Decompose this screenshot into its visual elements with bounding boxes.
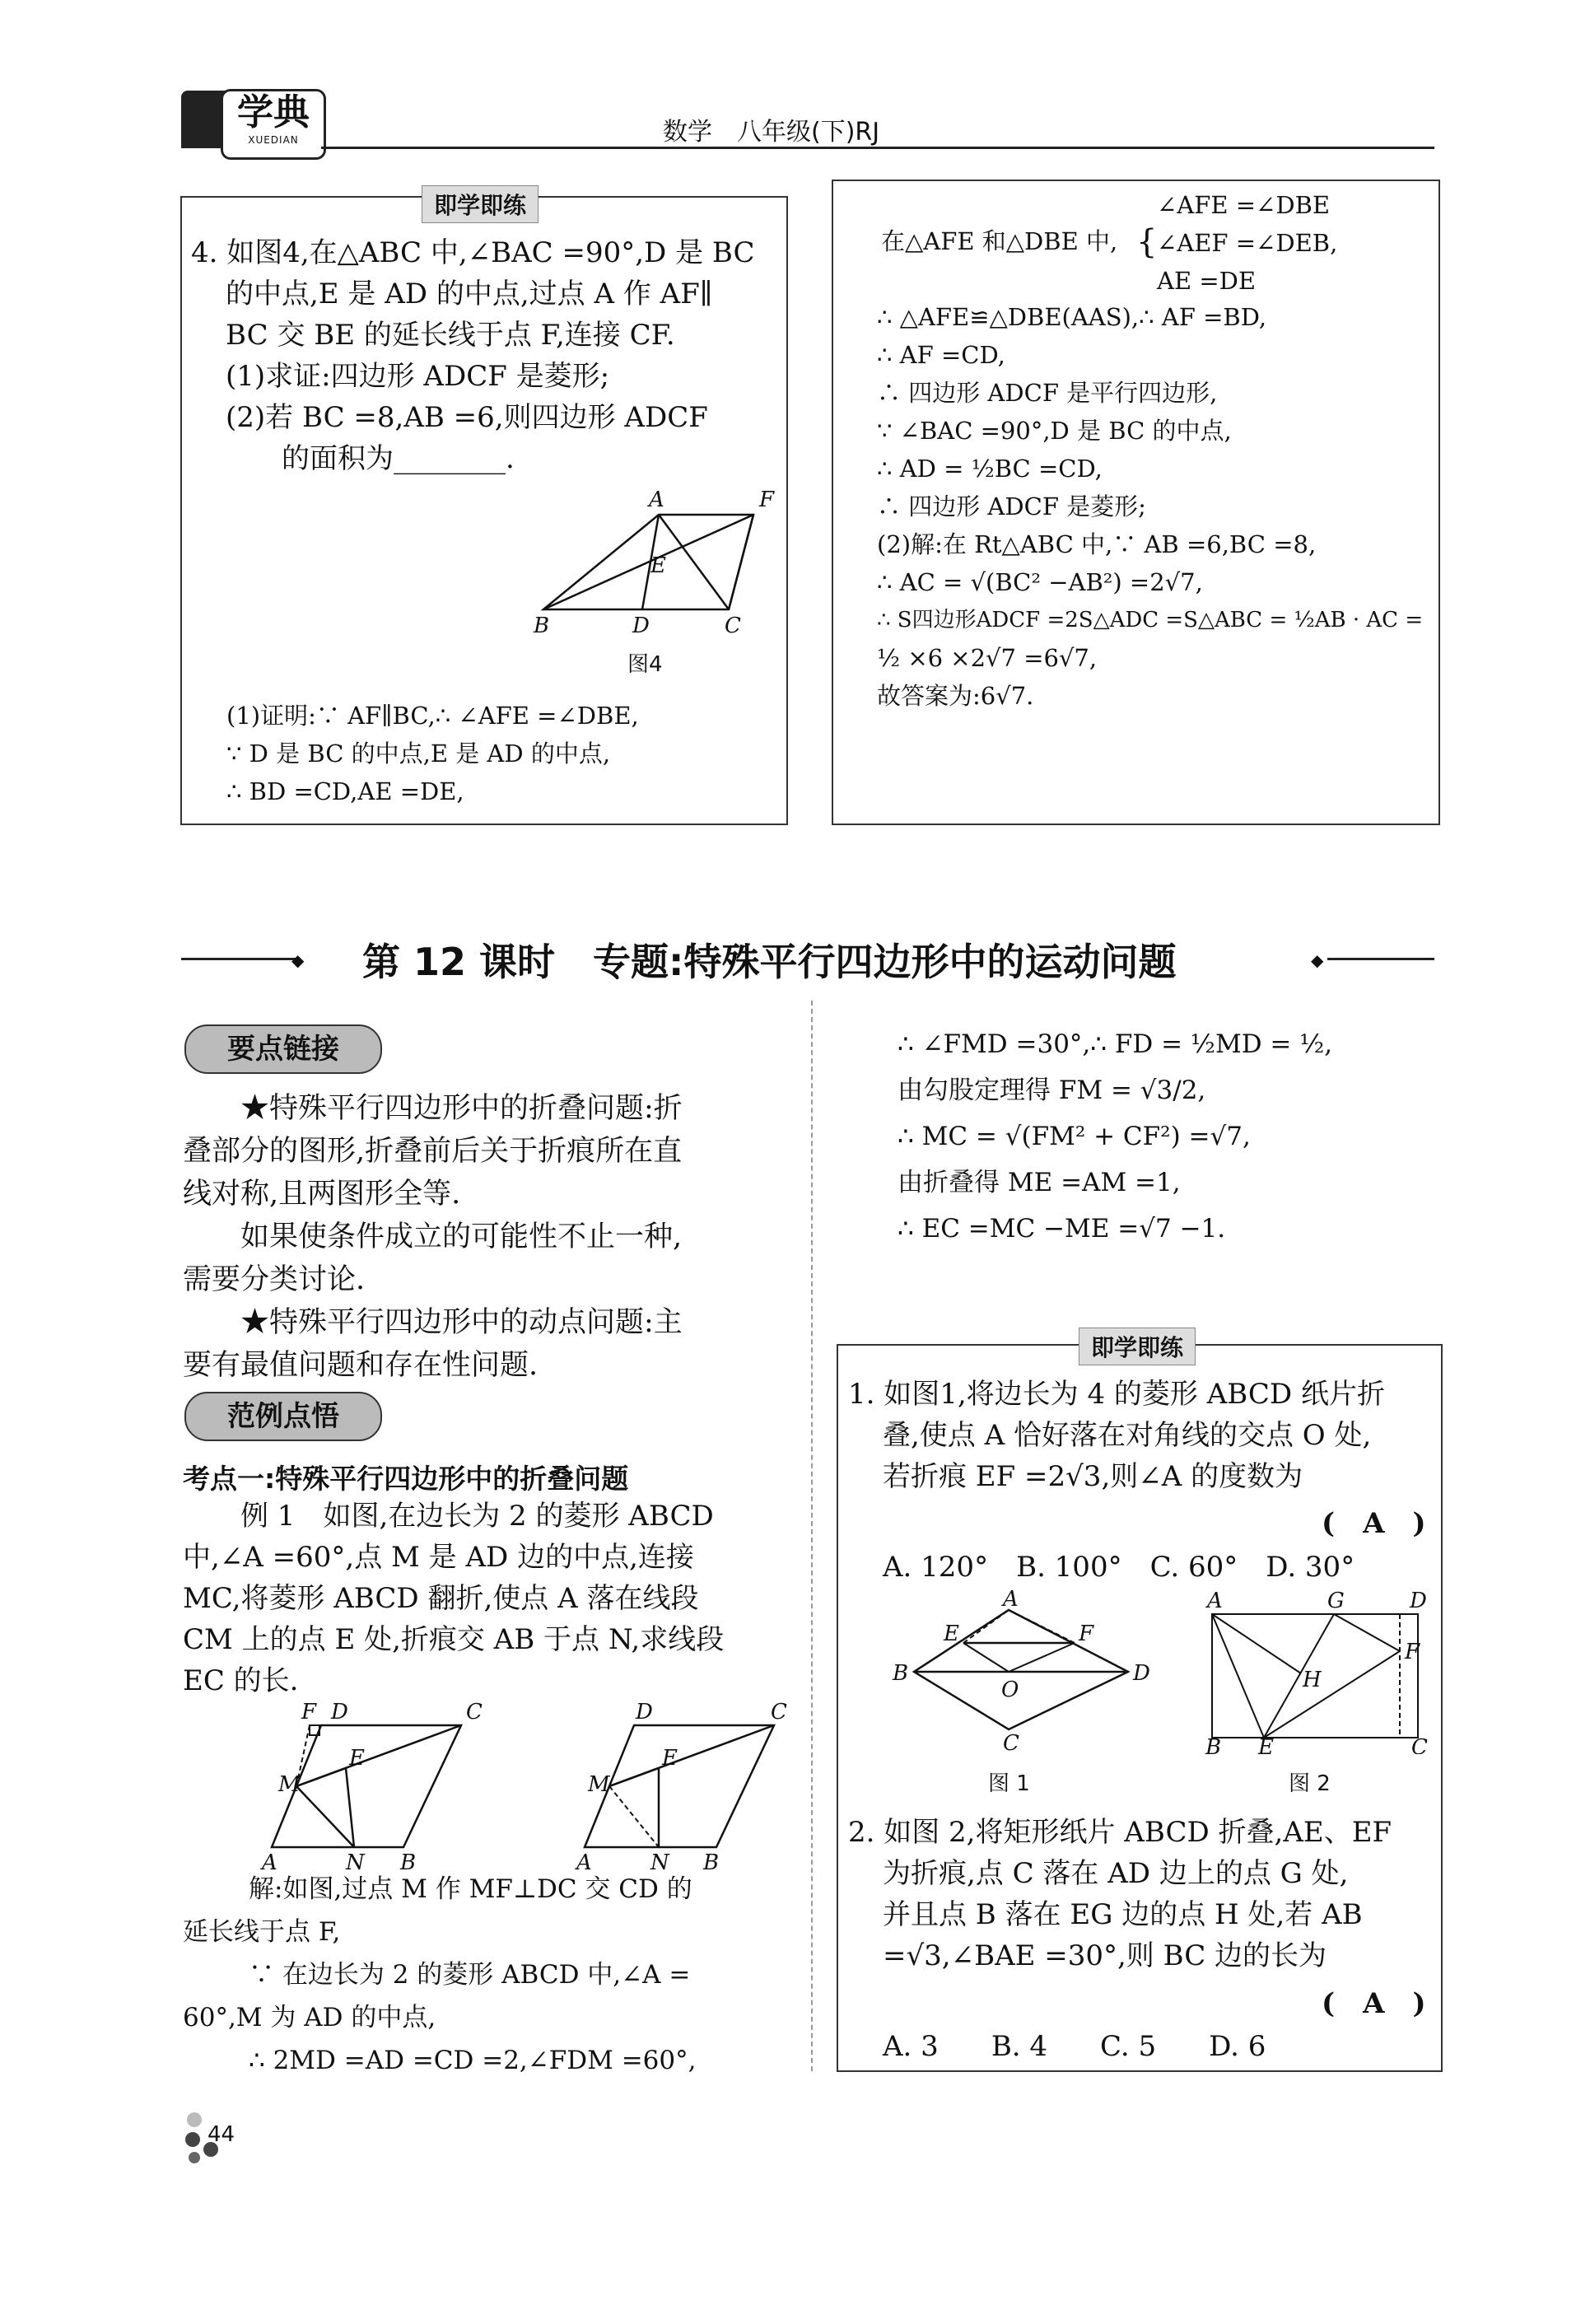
- fig-label-n: N: [346, 1850, 365, 1874]
- solution-line: ∴ AD = ½BC =CD,: [877, 455, 1103, 483]
- q1-answer: ( A ): [1322, 1507, 1426, 1540]
- q2-line: 2. 如图 2,将矩形纸片 ABCD 折叠,AE、EF: [848, 1816, 1392, 1849]
- practice-tag-bottom: 即学即练: [1079, 1328, 1196, 1365]
- p2-label-f: F: [1405, 1640, 1420, 1664]
- system-line: AE =DE: [1157, 267, 1257, 295]
- p2-label-e: E: [1258, 1735, 1274, 1754]
- question-4: [191, 232, 784, 479]
- solution-line: ∴ △AFE≌△DBE(AAS),∴ AF =BD,: [877, 303, 1267, 331]
- p1-label-b: B: [893, 1661, 909, 1686]
- solution-line: ∴ ∠FMD =30°,∴ FD = ½MD = ½,: [898, 1029, 1333, 1059]
- fig-label-f: F: [301, 1701, 317, 1724]
- system-intro: 在△AFE 和△DBE 中,: [881, 227, 1118, 255]
- q2-answer: ( A ): [1322, 1987, 1426, 2020]
- p2-label-a: A: [1207, 1589, 1223, 1613]
- fig4-label-a: A: [649, 488, 664, 512]
- section-pill-examples: 范例点悟: [184, 1392, 382, 1441]
- q4-line: BC 交 BE 的延长线于点 F,连接 CF.: [226, 319, 675, 352]
- example-line: CM 上的点 E 处,折痕交 AB 于点 N,求线段: [183, 1623, 725, 1656]
- system-line: ∠AEF =∠DEB,: [1157, 229, 1338, 257]
- solution-line: ∴ AC = √(BC² −AB²) =2√7,: [877, 568, 1203, 596]
- logo: [221, 89, 326, 160]
- fig-label-b: B: [400, 1850, 417, 1874]
- key-point-line: 线对称,且两图形全等.: [183, 1178, 461, 1211]
- q4-line: 的面积为________.: [282, 442, 515, 475]
- fig2-label-b: B: [703, 1850, 720, 1874]
- q1-options: [883, 1547, 1426, 1588]
- q2-line: 为折痕,点 C 落在 AD 边上的点 G 处,: [883, 1857, 1349, 1890]
- p2-label-c: C: [1411, 1735, 1428, 1754]
- fig4-label-c: C: [725, 614, 741, 634]
- solution-line: 由折叠得 ME =AM =1,: [898, 1168, 1181, 1197]
- key-point-line: ★特殊平行四边形中的动点问题:主: [240, 1306, 683, 1339]
- fig-label-a: A: [262, 1850, 277, 1874]
- section-pill-key-points: 要点链接: [184, 1024, 382, 1074]
- figure-4-caption: 图4: [627, 652, 663, 677]
- q4-line: 的中点,E 是 AD 的中点,过点 A 作 AF∥: [226, 278, 713, 310]
- diamond-right-icon: ◆: [1311, 950, 1324, 970]
- example-solution-cont: [898, 1021, 1441, 1252]
- practice-q1: [848, 1374, 1434, 1497]
- q1-option-b: B. 100°: [1016, 1551, 1122, 1584]
- example-line: 中,∠A =60°,点 M 是 AD 边的中点,连接: [183, 1541, 694, 1574]
- example-1: [183, 1496, 800, 1701]
- q2-option-b: B. 4: [991, 2030, 1048, 2063]
- example-figure-2: [568, 1701, 799, 1874]
- page-number: 44: [207, 2122, 235, 2147]
- key-point-line: 需要分类讨论.: [183, 1263, 366, 1296]
- fig-label-e: E: [349, 1746, 365, 1771]
- q2-option-d: D. 6: [1209, 2030, 1266, 2063]
- solution-line: ∴ AF =CD,: [877, 341, 1005, 369]
- fig4-label-f: F: [759, 488, 775, 512]
- p2-label-b: B: [1205, 1735, 1222, 1754]
- lesson-title: 第 12 课时 专题:特殊平行四边形中的运动问题: [362, 940, 1177, 984]
- solution-line: 60°,M 为 AD 的中点,: [183, 2003, 436, 2032]
- key-point-line: 如果使条件成立的可能性不止一种,: [240, 1220, 683, 1253]
- fig-label-d: D: [331, 1701, 348, 1724]
- p2-label-h: H: [1303, 1668, 1322, 1692]
- title-rule-right: [1327, 958, 1434, 960]
- fig4-label-b: B: [534, 614, 550, 634]
- solution-line: ∵ D 是 BC 的中点,E 是 AD 的中点,: [226, 740, 611, 768]
- title-rule-left: [181, 958, 296, 960]
- solution-line: 由勾股定理得 FM = √3/2,: [898, 1076, 1206, 1105]
- logo-subtext: XUEDIAN: [248, 134, 299, 146]
- practice-q2: [848, 1812, 1434, 1976]
- q2-line: 并且点 B 落在 EG 边的点 H 处,若 AB: [883, 1898, 1363, 1931]
- practice-figure-1-caption: 图 1: [988, 1771, 1030, 1796]
- fig2-label-m: M: [588, 1772, 610, 1797]
- key-points-text: [183, 1087, 800, 1387]
- practice-tag-top: 即学即练: [422, 185, 539, 223]
- key-point-line: 叠部分的图形,折叠前后关于折痕所在直: [183, 1135, 683, 1168]
- p1-label-a: A: [1003, 1589, 1019, 1612]
- q1-option-d: D. 30°: [1266, 1551, 1355, 1584]
- solution-line: ∴ 四边形 ADCF 是菱形;: [877, 492, 1146, 520]
- solution-line: 故答案为:6√7.: [877, 682, 1034, 710]
- solution-line: ∴ 四边形 ADCF 是平行四边形,: [877, 379, 1218, 407]
- practice-figure-2: [1194, 1589, 1433, 1754]
- q1-line: 若折痕 EF =2√3,则∠A 的度数为: [883, 1460, 1303, 1493]
- fig-label-c: C: [466, 1701, 483, 1724]
- q2-option-c: C. 5: [1100, 2030, 1157, 2063]
- q4-solution-part2: [877, 298, 1429, 715]
- figure-4: [527, 486, 782, 634]
- p1-label-o: O: [1001, 1678, 1019, 1702]
- solution-line: ½ ×6 ×2√7 =6√7,: [877, 644, 1098, 672]
- diamond-left-icon: ◆: [291, 950, 305, 970]
- q1-option-c: C. 60°: [1149, 1551, 1238, 1584]
- logo-text: 学典: [237, 91, 310, 133]
- brace-symbol: {: [1136, 223, 1158, 261]
- practice-figure-2-caption: 图 2: [1289, 1771, 1331, 1796]
- q1-line: 1. 如图1,将边长为 4 的菱形 ABCD 纸片折: [848, 1378, 1385, 1411]
- q2-option-a: A. 3: [883, 2030, 939, 2063]
- q1-option-a: A. 120°: [883, 1551, 989, 1584]
- topic-heading: 考点一:特殊平行四边形中的折叠问题: [183, 1463, 629, 1495]
- q4-line: (2)若 BC =8,AB =6,则四边形 ADCF: [226, 401, 708, 434]
- fig4-label-d: D: [632, 614, 650, 634]
- fig4-label-e: E: [650, 553, 666, 578]
- q1-line: 叠,使点 A 恰好落在对角线的交点 O 处,: [883, 1419, 1372, 1452]
- fig2-label-c: C: [771, 1701, 787, 1724]
- q2-options: [883, 2026, 1426, 2067]
- example-solution: [183, 1868, 800, 2082]
- example-line: MC,将菱形 ABCD 翻折,使点 A 落在线段: [183, 1582, 699, 1615]
- p2-label-d: D: [1410, 1589, 1427, 1613]
- p2-label-g: G: [1327, 1589, 1345, 1613]
- solution-line: ∴ S四边形ADCF =2S△ADC =S△ABC = ½AB · AC =: [877, 608, 1424, 632]
- solution-line: ∴ MC = √(FM² + CF²) =√7,: [898, 1122, 1251, 1151]
- system-line: ∠AFE =∠DBE: [1157, 191, 1331, 219]
- solution-line: 延长线于点 F,: [183, 1917, 341, 1947]
- header-title: 数学 八年级(下)RJ: [663, 118, 880, 147]
- solution-line: ∵ ∠BAC =90°,D 是 BC 的中点,: [877, 417, 1232, 445]
- example-line: 例 1 如图,在边长为 2 的菱形 ABCD: [240, 1500, 714, 1533]
- solution-line: ∴ 2MD =AD =CD =2,∠FDM =60°,: [249, 2046, 697, 2075]
- fig2-label-e: E: [662, 1746, 678, 1771]
- solution-line: (1)证明:∵ AF∥BC,∴ ∠AFE =∠DBE,: [226, 702, 639, 730]
- fig2-label-a: A: [576, 1850, 592, 1874]
- q2-line: =√3,∠BAE =30°,则 BC 边的长为: [883, 1939, 1327, 1972]
- solution-line: ∴ BD =CD,AE =DE,: [226, 777, 464, 805]
- header-rule: [321, 147, 1434, 149]
- p1-label-c: C: [1003, 1731, 1019, 1754]
- system-equations: [1157, 186, 1337, 300]
- fig2-label-d: D: [636, 1701, 653, 1724]
- solution-line: ∵ 在边长为 2 的菱形 ABCD 中,∠A =: [249, 1960, 691, 1990]
- solution-line: 解:如图,过点 M 作 MF⊥DC 交 CD 的: [249, 1874, 692, 1904]
- q4-solution-part1: [226, 697, 770, 810]
- column-divider: [811, 1001, 813, 2071]
- fig-label-m: M: [278, 1772, 301, 1797]
- q4-line: 4. 如图4,在△ABC 中,∠BAC =90°,D 是 BC: [191, 236, 755, 269]
- solution-line: (2)解:在 Rt△ABC 中,∵ AB =6,BC =8,: [877, 530, 1317, 558]
- practice-figure-1: [881, 1589, 1153, 1754]
- q4-line: (1)求证:四边形 ADCF 是菱形;: [226, 360, 610, 393]
- example-figure-1: [255, 1701, 502, 1874]
- fig2-label-n: N: [650, 1850, 669, 1874]
- p1-label-d: D: [1133, 1661, 1150, 1686]
- example-line: EC 的长.: [183, 1664, 299, 1697]
- solution-line: ∴ EC =MC −ME =√7 −1.: [898, 1214, 1226, 1244]
- key-point-line: ★特殊平行四边形中的折叠问题:折: [240, 1092, 683, 1125]
- key-point-line: 要有最值问题和存在性问题.: [183, 1349, 539, 1382]
- p1-label-f: F: [1079, 1622, 1094, 1646]
- p1-label-e: E: [944, 1622, 959, 1646]
